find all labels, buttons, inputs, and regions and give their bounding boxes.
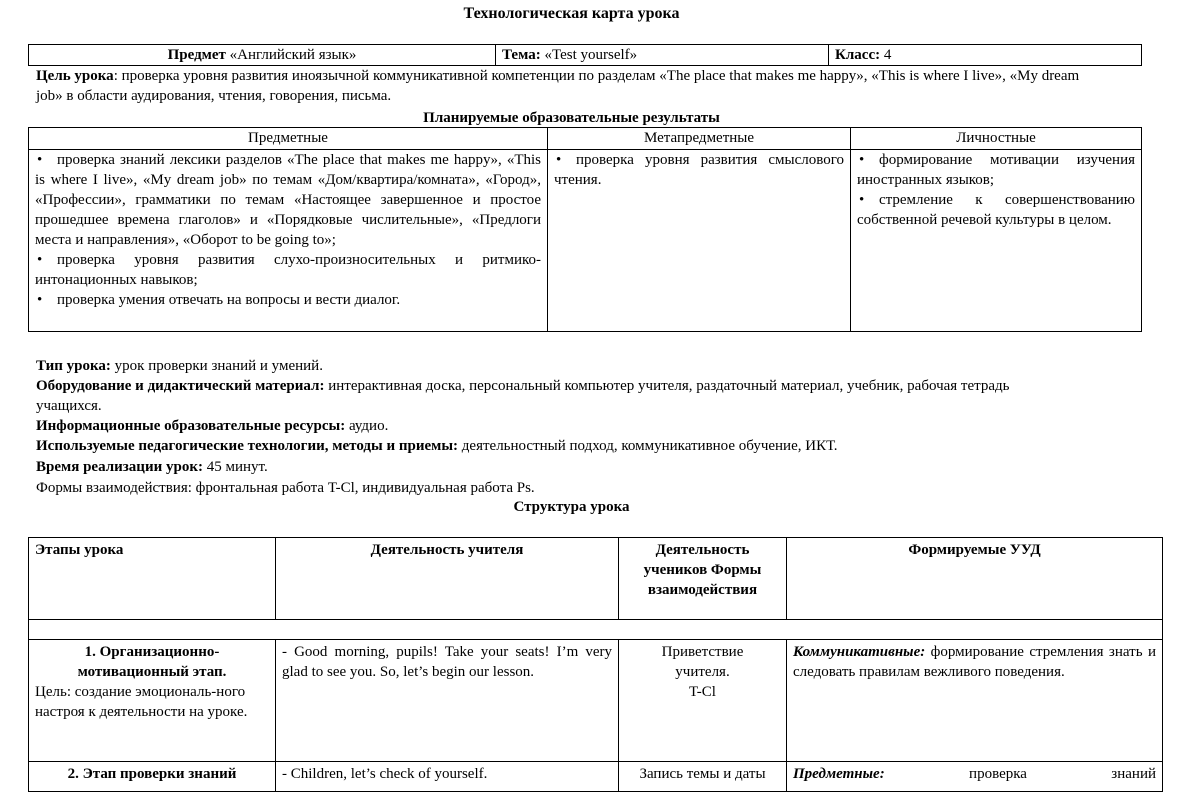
info-label: Используемые педагогические технологии, методы и приемы:: [36, 438, 459, 454]
list-item: • формирование мотивации изучения иностранных языков;: [857, 150, 1135, 190]
lesson-header-table: [28, 44, 1142, 66]
stage-cell: [29, 640, 276, 762]
list-item: • проверка уровня развития смыслового чтения.: [554, 150, 844, 190]
info-label: Оборудование и дидактический материал:: [36, 378, 325, 394]
uud-text: формирование стремления знать и следовать правилам вежливого поведения.: [793, 644, 1156, 680]
uud-cell: [787, 762, 1163, 792]
results-header-subject: Предметные: [29, 128, 548, 150]
results-table: [28, 127, 1142, 332]
goal-label: Цель урока: [36, 68, 114, 84]
stage-goal: Цель: создание эмоциональ-ного настроя к деятельности на уроке.: [35, 684, 248, 720]
info-label: Время реализации урок:: [36, 459, 203, 475]
uud-label: Коммуникативные:: [793, 644, 926, 660]
table-row: [29, 762, 1163, 792]
grade-value: 4: [883, 47, 892, 63]
uud-label: Предметные:: [793, 766, 885, 782]
info-text: аудио.: [345, 418, 389, 434]
lesson-goal: [36, 66, 1106, 106]
results-personal-cell: [851, 150, 1142, 332]
list-item: • проверка знаний лексики разделов «The place that makes me happy», «This is where I live», «My dream job» по темам «Дом/квартира/комната», «Город», «Профессии», грамматики по темам «Настоящее завершенное и простое прошедшее времена глаголов» и «Порядковые числительные», «Предлоги места и направления», «Оборот to be going to»;: [35, 150, 541, 250]
technologies-line: [36, 436, 1136, 456]
students-activity: Приветствие учителя.: [661, 644, 744, 680]
stage-title: 1. Организационно-мотивационный этап.: [77, 644, 227, 680]
info-text: 45 минут.: [202, 459, 268, 475]
structure-header-stage: Этапы урока: [29, 538, 276, 620]
info-text: интерактивная доска, персональный компьютер учителя, раздаточный материал, учебник, рабочая тетрадь учащихся.: [36, 378, 1010, 414]
grade-cell: [829, 45, 1142, 66]
list-item: • проверка уровня развития слухо-произносительных и ритмико-интонационных навыков;: [35, 250, 541, 290]
structure-header-teacher: Деятельность учителя: [276, 538, 619, 620]
structure-table: [28, 537, 1163, 792]
goal-text: : проверка уровня развития иноязычной коммуникативной компетенции по разделам «The place that makes me happy», «This is where I live», «My dream job» в области аудирования, чтения, говорения, письма.: [36, 68, 1080, 104]
table-row: [29, 640, 1163, 762]
uud-text: проверка знаний: [884, 766, 1156, 782]
topic-value: «Test yourself»: [544, 47, 638, 63]
duration-line: [36, 457, 1076, 477]
equipment-line: [36, 376, 1076, 416]
info-label: Тип урока:: [36, 358, 111, 374]
results-subject-cell: [29, 150, 548, 332]
info-text: урок проверки знаний и умений.: [110, 358, 323, 374]
structure-header-students: Деятельность учеников Формы взаимодействия: [619, 538, 787, 620]
students-activity-cell: Запись темы и даты: [619, 762, 787, 792]
topic-label: Тема:: [502, 47, 541, 63]
info-label: Информационные образовательные ресурсы:: [36, 418, 346, 434]
list-item: • стремление к совершенствованию собственной речевой культуры в целом.: [857, 190, 1135, 230]
info-text: деятельностный подход, коммуникативное обучение, ИКТ.: [458, 438, 838, 454]
results-header-meta: Метапредметные: [548, 128, 851, 150]
structure-spacer-row: [29, 620, 1163, 640]
teacher-activity-cell: - Good morning, pupils! Take your seats! I’m very glad to see you. So, let’s begin our lesson.: [276, 640, 619, 762]
teacher-activity-cell: - Children, let’s check of yourself.: [276, 762, 619, 792]
lesson-type-line: [36, 356, 1076, 376]
topic-cell: [496, 45, 829, 66]
interaction-forms-line: [36, 478, 1076, 498]
document-title: Технологическая карта урока: [463, 5, 680, 22]
students-activity-cell: [619, 640, 787, 762]
stage-title: 2. Этап проверки знаний: [29, 762, 276, 792]
results-meta-cell: [548, 150, 851, 332]
list-item: • проверка умения отвечать на вопросы и вести диалог.: [35, 290, 541, 310]
structure-header-uud: Формируемые УУД: [787, 538, 1163, 620]
results-title: Планируемые образовательные результаты: [423, 110, 720, 126]
subject-value: «Английский язык»: [229, 47, 357, 63]
grade-label: Класс:: [835, 47, 881, 63]
results-header-personal: Личностные: [851, 128, 1142, 150]
uud-cell: [787, 640, 1163, 762]
subject-cell: [29, 45, 496, 66]
structure-title: Структура урока: [513, 499, 630, 515]
interaction-form: T-Cl: [689, 684, 716, 700]
info-text: Формы взаимодействия: фронтальная работа T-Cl, индивидуальная работа Ps.: [36, 480, 535, 496]
subject-label: Предмет: [167, 47, 226, 63]
resources-line: [36, 416, 1076, 436]
